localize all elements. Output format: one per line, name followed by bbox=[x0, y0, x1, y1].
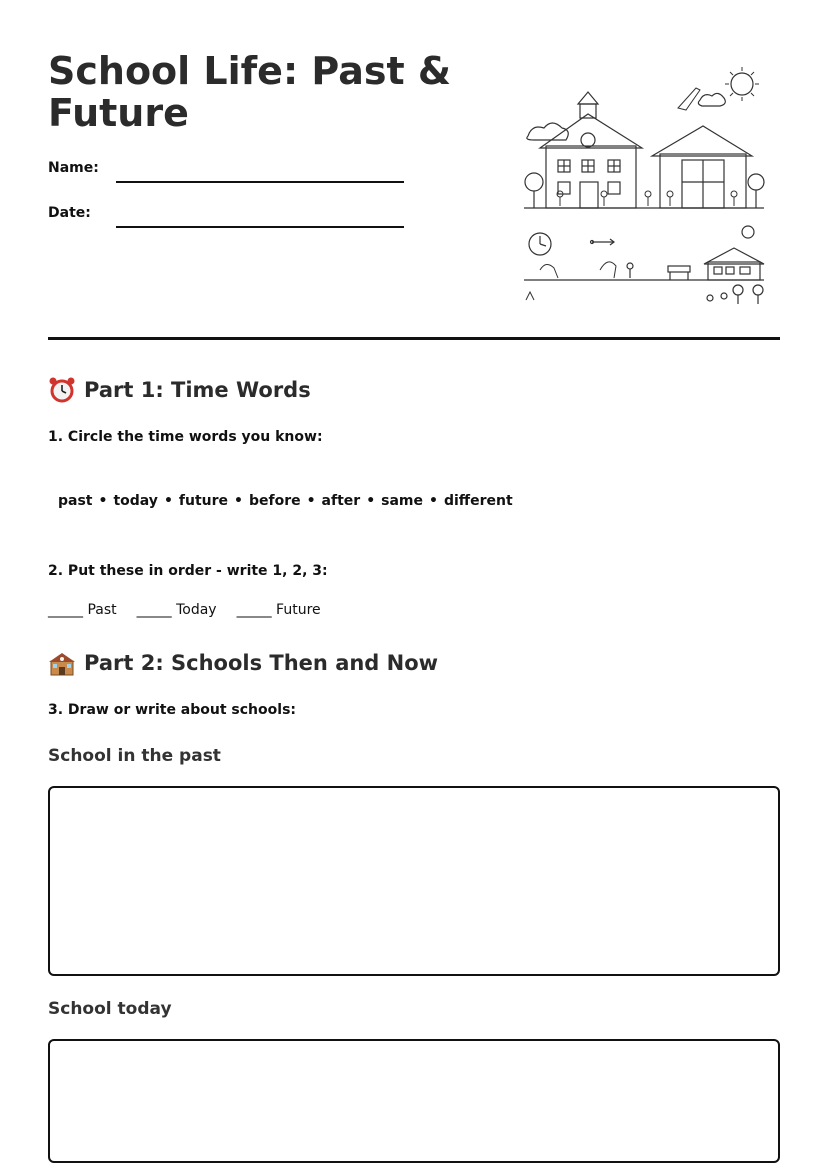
sun-icon bbox=[731, 73, 753, 95]
part1-title: Part 1: Time Words bbox=[84, 378, 311, 402]
school-today-label: School today bbox=[48, 999, 172, 1019]
school-building-icon bbox=[48, 649, 76, 677]
future-school-building bbox=[704, 248, 764, 280]
word-separator: • bbox=[234, 493, 243, 509]
time-word[interactable]: before bbox=[248, 493, 301, 509]
name-line bbox=[116, 181, 404, 183]
time-word[interactable]: today bbox=[113, 493, 158, 509]
page-title: School Life: Past & Future bbox=[48, 49, 452, 135]
time-word[interactable]: same bbox=[381, 493, 424, 509]
school-past-answer-box[interactable] bbox=[48, 786, 780, 976]
header-divider bbox=[48, 337, 780, 340]
order-item-today[interactable]: _____ Today bbox=[136, 602, 217, 618]
school-today-answer-box[interactable] bbox=[48, 1039, 780, 1163]
cloud-icon bbox=[698, 93, 725, 106]
alarm-clock-icon bbox=[48, 376, 76, 404]
name-label: Name: bbox=[48, 160, 99, 176]
word-separator: • bbox=[366, 493, 376, 509]
date-line bbox=[116, 226, 404, 228]
time-word[interactable]: future bbox=[178, 493, 229, 509]
order-row bbox=[48, 602, 341, 618]
word-separator: • bbox=[98, 493, 108, 509]
word-separator: • bbox=[163, 493, 173, 509]
part1-heading bbox=[48, 376, 311, 404]
word-separator: • bbox=[429, 493, 438, 509]
date-label: Date: bbox=[48, 205, 91, 221]
order-item-future[interactable]: _____ Future bbox=[236, 602, 321, 618]
question-2: 2. Put these in order - write 1, 2, 3: bbox=[48, 563, 328, 579]
question-3: 3. Draw or write about schools: bbox=[48, 702, 296, 718]
part2-heading bbox=[48, 649, 438, 677]
time-word[interactable]: past bbox=[58, 493, 93, 509]
time-word[interactable]: after bbox=[321, 493, 361, 509]
school-past-label: School in the past bbox=[48, 746, 221, 766]
question-1: 1. Circle the time words you know: bbox=[48, 429, 323, 445]
time-words-row bbox=[58, 493, 513, 509]
school-scene-illustration bbox=[520, 64, 770, 314]
time-word[interactable]: different bbox=[443, 493, 513, 509]
word-separator: • bbox=[306, 493, 316, 509]
order-item-past[interactable]: _____ Past bbox=[48, 602, 117, 618]
old-school-building bbox=[540, 92, 642, 208]
part2-title: Part 2: Schools Then and Now bbox=[84, 651, 439, 675]
